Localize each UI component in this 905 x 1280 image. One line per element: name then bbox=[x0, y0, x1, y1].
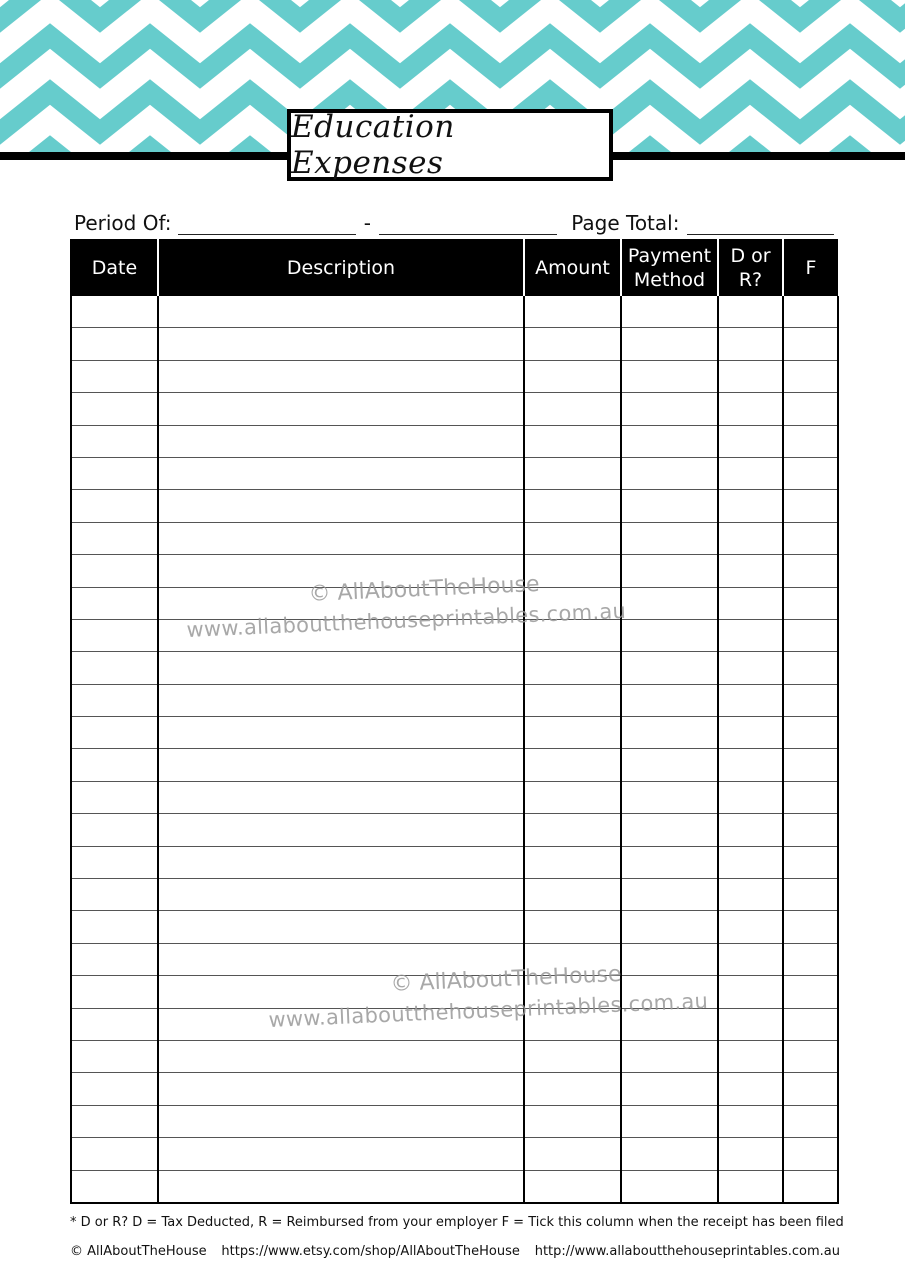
table-cell[interactable] bbox=[783, 587, 838, 619]
table-cell[interactable] bbox=[158, 457, 524, 489]
table-row bbox=[71, 879, 838, 911]
table-cell[interactable] bbox=[71, 360, 158, 392]
table-header bbox=[71, 239, 838, 296]
table-cell[interactable] bbox=[158, 781, 524, 813]
table-cell[interactable] bbox=[158, 1138, 524, 1170]
table-cell[interactable] bbox=[71, 457, 158, 489]
table-row bbox=[71, 652, 838, 684]
table-cell[interactable] bbox=[71, 1073, 158, 1105]
table-cell[interactable] bbox=[783, 684, 838, 716]
table-row bbox=[71, 1008, 838, 1040]
table-cell[interactable] bbox=[524, 879, 621, 911]
table-cell[interactable] bbox=[783, 781, 838, 813]
table-cell[interactable] bbox=[783, 522, 838, 554]
table-cell[interactable] bbox=[158, 749, 524, 781]
table-row bbox=[71, 1073, 838, 1105]
table-cell[interactable] bbox=[783, 814, 838, 846]
table-cell[interactable] bbox=[524, 393, 621, 425]
table-cell[interactable] bbox=[71, 749, 158, 781]
table-cell[interactable] bbox=[718, 717, 783, 749]
table-cell[interactable] bbox=[158, 814, 524, 846]
table-cell[interactable] bbox=[158, 976, 524, 1008]
table-cell[interactable] bbox=[71, 393, 158, 425]
table-cell[interactable] bbox=[158, 1105, 524, 1137]
table-cell[interactable] bbox=[524, 846, 621, 878]
table-cell[interactable] bbox=[71, 814, 158, 846]
table-cell[interactable] bbox=[718, 976, 783, 1008]
table-cell[interactable] bbox=[621, 1138, 718, 1170]
table-cell[interactable] bbox=[158, 943, 524, 975]
table-cell[interactable] bbox=[158, 587, 524, 619]
table-cell[interactable] bbox=[71, 879, 158, 911]
table-cell[interactable] bbox=[524, 296, 621, 328]
table-cell[interactable] bbox=[718, 943, 783, 975]
table-cell[interactable] bbox=[621, 781, 718, 813]
table-cell[interactable] bbox=[524, 1040, 621, 1072]
table-cell[interactable] bbox=[71, 587, 158, 619]
column-header-f: F bbox=[783, 239, 838, 296]
page-total-label: Page Total: bbox=[571, 211, 680, 235]
table-cell[interactable] bbox=[71, 1040, 158, 1072]
table-cell[interactable] bbox=[524, 490, 621, 522]
table-cell[interactable] bbox=[783, 1170, 838, 1203]
table-cell[interactable] bbox=[158, 911, 524, 943]
table-cell[interactable] bbox=[718, 360, 783, 392]
table-cell[interactable] bbox=[783, 393, 838, 425]
table-cell[interactable] bbox=[158, 425, 524, 457]
table-cell[interactable] bbox=[718, 619, 783, 651]
table-cell[interactable] bbox=[783, 619, 838, 651]
table-cell[interactable] bbox=[621, 1040, 718, 1072]
table-row bbox=[71, 555, 838, 587]
table-cell[interactable] bbox=[718, 457, 783, 489]
table-row bbox=[71, 814, 838, 846]
table-cell[interactable] bbox=[524, 781, 621, 813]
footer-website-link[interactable]: http://www.allaboutthehouseprintables.com.au bbox=[534, 1244, 840, 1259]
page-title: Education Expenses bbox=[291, 109, 455, 181]
table-cell[interactable] bbox=[621, 555, 718, 587]
footer-etsy-link[interactable]: https://www.etsy.com/shop/AllAboutTheHouse bbox=[221, 1244, 520, 1259]
table-cell[interactable] bbox=[718, 652, 783, 684]
table-cell[interactable] bbox=[158, 1008, 524, 1040]
table-cell[interactable] bbox=[783, 976, 838, 1008]
table-cell[interactable] bbox=[158, 652, 524, 684]
table-cell[interactable] bbox=[524, 522, 621, 554]
table-cell[interactable] bbox=[621, 976, 718, 1008]
table-cell[interactable] bbox=[718, 684, 783, 716]
table-cell[interactable] bbox=[71, 911, 158, 943]
table-cell[interactable] bbox=[718, 749, 783, 781]
table-row bbox=[71, 587, 838, 619]
table-cell[interactable] bbox=[783, 1040, 838, 1072]
table-cell[interactable] bbox=[621, 328, 718, 360]
table-cell[interactable] bbox=[783, 749, 838, 781]
table-row bbox=[71, 1170, 838, 1203]
table-cell[interactable] bbox=[524, 1008, 621, 1040]
table-cell[interactable] bbox=[621, 1008, 718, 1040]
table-cell[interactable] bbox=[718, 328, 783, 360]
table-cell[interactable] bbox=[71, 619, 158, 651]
table-cell[interactable] bbox=[783, 943, 838, 975]
table-cell[interactable] bbox=[524, 1138, 621, 1170]
table-cell[interactable] bbox=[718, 1073, 783, 1105]
table-cell[interactable] bbox=[71, 943, 158, 975]
table-cell[interactable] bbox=[524, 814, 621, 846]
table-cell[interactable] bbox=[71, 781, 158, 813]
table-cell[interactable] bbox=[158, 879, 524, 911]
table-cell[interactable] bbox=[621, 490, 718, 522]
table-cell[interactable] bbox=[158, 717, 524, 749]
table-cell[interactable] bbox=[783, 652, 838, 684]
table-row bbox=[71, 781, 838, 813]
table-cell[interactable] bbox=[524, 943, 621, 975]
table-cell[interactable] bbox=[718, 587, 783, 619]
table-cell[interactable] bbox=[71, 846, 158, 878]
table-cell[interactable] bbox=[621, 652, 718, 684]
table-cell[interactable] bbox=[524, 911, 621, 943]
table-cell[interactable] bbox=[71, 425, 158, 457]
table-cell[interactable] bbox=[621, 393, 718, 425]
table-cell[interactable] bbox=[718, 846, 783, 878]
table-cell[interactable] bbox=[621, 814, 718, 846]
table-cell[interactable] bbox=[158, 1170, 524, 1203]
table-row bbox=[71, 619, 838, 651]
table-cell[interactable] bbox=[718, 296, 783, 328]
table-row bbox=[71, 328, 838, 360]
period-line bbox=[74, 205, 834, 235]
table-cell[interactable] bbox=[71, 1138, 158, 1170]
table-cell[interactable] bbox=[718, 490, 783, 522]
table-cell[interactable] bbox=[621, 1073, 718, 1105]
title-box bbox=[287, 109, 613, 181]
watermark-copyright-2: © AllAboutTheHouse bbox=[390, 961, 623, 997]
table-cell[interactable] bbox=[718, 522, 783, 554]
table-cell[interactable] bbox=[158, 490, 524, 522]
table-row bbox=[71, 943, 838, 975]
table-cell[interactable] bbox=[621, 619, 718, 651]
table-cell[interactable] bbox=[621, 587, 718, 619]
table-cell[interactable] bbox=[71, 555, 158, 587]
table-cell[interactable] bbox=[621, 911, 718, 943]
table-cell[interactable] bbox=[158, 1040, 524, 1072]
table-cell[interactable] bbox=[783, 425, 838, 457]
table-cell[interactable] bbox=[621, 457, 718, 489]
watermark-url-2: www.allaboutthehouseprintables.com.au bbox=[268, 988, 709, 1032]
table-cell[interactable] bbox=[718, 425, 783, 457]
table-cell[interactable] bbox=[718, 555, 783, 587]
table-cell[interactable] bbox=[524, 425, 621, 457]
table-cell[interactable] bbox=[621, 717, 718, 749]
table-cell[interactable] bbox=[71, 328, 158, 360]
period-end-field[interactable] bbox=[379, 212, 557, 235]
expenses-table bbox=[70, 239, 837, 1205]
column-header-description: Description bbox=[158, 239, 524, 296]
table-cell[interactable] bbox=[621, 425, 718, 457]
table-cell[interactable] bbox=[158, 619, 524, 651]
table-cell[interactable] bbox=[71, 296, 158, 328]
table-cell[interactable] bbox=[621, 749, 718, 781]
table-cell[interactable] bbox=[718, 1040, 783, 1072]
table-row bbox=[71, 360, 838, 392]
table-cell[interactable] bbox=[524, 457, 621, 489]
table-cell[interactable] bbox=[621, 522, 718, 554]
table-cell[interactable] bbox=[524, 1170, 621, 1203]
table-cell[interactable] bbox=[71, 1170, 158, 1203]
table-row bbox=[71, 1138, 838, 1170]
table-cell[interactable] bbox=[621, 943, 718, 975]
column-header-d-or-r: D or R? bbox=[718, 239, 783, 296]
table-cell[interactable] bbox=[783, 1073, 838, 1105]
table-row bbox=[71, 717, 838, 749]
table-row bbox=[71, 684, 838, 716]
table-row bbox=[71, 911, 838, 943]
watermark-copyright-1: © AllAboutTheHouse bbox=[308, 571, 541, 607]
table-row bbox=[71, 296, 838, 328]
table-cell[interactable] bbox=[71, 684, 158, 716]
table-cell[interactable] bbox=[158, 684, 524, 716]
table-row bbox=[71, 976, 838, 1008]
table-cell[interactable] bbox=[524, 328, 621, 360]
column-header-amount: Amount bbox=[524, 239, 621, 296]
table-cell[interactable] bbox=[524, 555, 621, 587]
table-cell[interactable] bbox=[718, 879, 783, 911]
table-cell[interactable] bbox=[524, 717, 621, 749]
table-cell[interactable] bbox=[783, 328, 838, 360]
table-cell[interactable] bbox=[783, 846, 838, 878]
table-cell[interactable] bbox=[783, 879, 838, 911]
table-cell[interactable] bbox=[718, 911, 783, 943]
table-cell[interactable] bbox=[621, 684, 718, 716]
table-cell[interactable] bbox=[718, 393, 783, 425]
table-cell[interactable] bbox=[783, 717, 838, 749]
table-cell[interactable] bbox=[718, 1105, 783, 1137]
table-row bbox=[71, 1040, 838, 1072]
table-row bbox=[71, 425, 838, 457]
table-cell[interactable] bbox=[524, 684, 621, 716]
table-body bbox=[71, 296, 838, 1203]
table-row bbox=[71, 749, 838, 781]
table-cell[interactable] bbox=[524, 1105, 621, 1137]
table-cell[interactable] bbox=[524, 587, 621, 619]
table-cell[interactable] bbox=[158, 522, 524, 554]
table-cell[interactable] bbox=[524, 749, 621, 781]
table-cell[interactable] bbox=[621, 360, 718, 392]
table-cell[interactable] bbox=[783, 555, 838, 587]
table-cell[interactable] bbox=[621, 296, 718, 328]
table-cell[interactable] bbox=[783, 490, 838, 522]
table-cell[interactable] bbox=[524, 1073, 621, 1105]
table-cell[interactable] bbox=[524, 976, 621, 1008]
table-cell[interactable] bbox=[718, 814, 783, 846]
table-cell[interactable] bbox=[783, 1008, 838, 1040]
table-cell[interactable] bbox=[783, 1138, 838, 1170]
period-separator: - bbox=[363, 211, 371, 235]
table-cell[interactable] bbox=[524, 652, 621, 684]
column-header-payment-method: Payment Method bbox=[621, 239, 718, 296]
table-cell[interactable] bbox=[158, 393, 524, 425]
table-cell[interactable] bbox=[621, 1170, 718, 1203]
table-cell[interactable] bbox=[71, 522, 158, 554]
table-row bbox=[71, 490, 838, 522]
table-cell[interactable] bbox=[718, 1170, 783, 1203]
table-row bbox=[71, 393, 838, 425]
table-cell[interactable] bbox=[158, 555, 524, 587]
table-cell[interactable] bbox=[158, 360, 524, 392]
period-start-field[interactable] bbox=[178, 212, 356, 235]
table-cell[interactable] bbox=[71, 717, 158, 749]
table-cell[interactable] bbox=[621, 846, 718, 878]
table-row bbox=[71, 846, 838, 878]
table-cell[interactable] bbox=[621, 1105, 718, 1137]
table-cell[interactable] bbox=[524, 360, 621, 392]
table-cell[interactable] bbox=[524, 619, 621, 651]
table-cell[interactable] bbox=[718, 1008, 783, 1040]
period-label: Period Of: bbox=[74, 211, 172, 235]
table-cell[interactable] bbox=[158, 296, 524, 328]
table-cell[interactable] bbox=[783, 296, 838, 328]
table-cell[interactable] bbox=[158, 1073, 524, 1105]
table-cell[interactable] bbox=[783, 457, 838, 489]
table-row bbox=[71, 522, 838, 554]
table-cell[interactable] bbox=[71, 1008, 158, 1040]
table-cell[interactable] bbox=[71, 490, 158, 522]
table-cell[interactable] bbox=[158, 328, 524, 360]
table-cell[interactable] bbox=[71, 976, 158, 1008]
footer-copyright: © AllAboutTheHouse bbox=[70, 1244, 207, 1259]
table-cell[interactable] bbox=[783, 360, 838, 392]
table-cell[interactable] bbox=[71, 1105, 158, 1137]
table-cell[interactable] bbox=[71, 652, 158, 684]
table-row bbox=[71, 1105, 838, 1137]
table-cell[interactable] bbox=[783, 1105, 838, 1137]
table-cell[interactable] bbox=[718, 1138, 783, 1170]
table-cell[interactable] bbox=[621, 879, 718, 911]
table-row bbox=[71, 457, 838, 489]
table-cell[interactable] bbox=[718, 781, 783, 813]
footnote: * D or R? D = Tax Deducted, R = Reimbursed from your employer F = Tick this column when the receipt has been filed bbox=[70, 1215, 844, 1230]
column-header-date: Date bbox=[71, 239, 158, 296]
table-cell[interactable] bbox=[158, 846, 524, 878]
page-total-field[interactable] bbox=[687, 212, 834, 235]
table-cell[interactable] bbox=[783, 911, 838, 943]
watermark-url-1: www.allaboutthehouseprintables.com.au bbox=[186, 598, 627, 642]
footer bbox=[70, 1244, 840, 1259]
